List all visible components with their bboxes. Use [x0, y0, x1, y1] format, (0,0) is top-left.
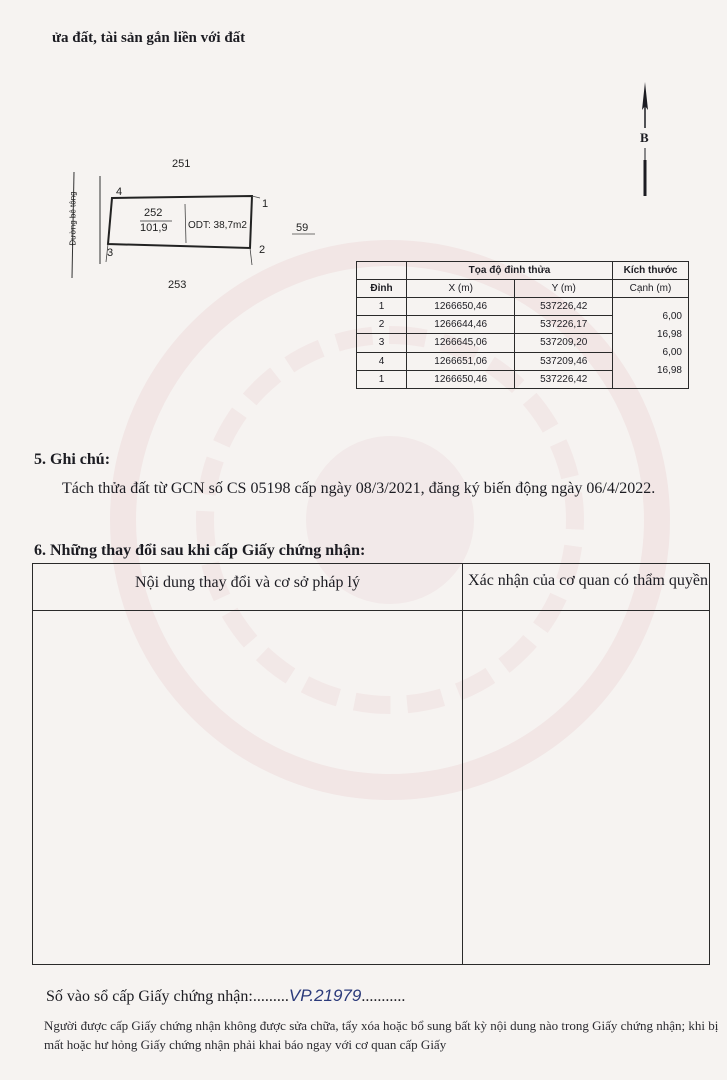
vertex-label-4: 4 [116, 186, 123, 198]
footer-note: Người được cấp Giấy chứng nhận không được sửa chữa, tẩy xóa hoặc bổ sung bất kỳ nội dung nào trong Giấy chứng nhận; khi bị mất hoặc hư hỏng Giấy chứng nhận phải khai báo ngay với cơ quan cấp Giấy [44, 1018, 719, 1052]
col-x-header: X (m) [407, 280, 515, 298]
north-letter: B [640, 130, 649, 145]
neighbor-right-label: 59 [296, 222, 309, 234]
land-use-label: ODT: 38,7m2 [188, 220, 247, 231]
changes-title: 6. Những thay đổi sau khi cấp Giấy chứng nhận: [34, 542, 366, 559]
road-label: Đường bê tông [68, 191, 78, 246]
register-line: Số vào sổ cấp Giấy chứng nhận:.........VP.21979........... [46, 986, 406, 1005]
coordinate-table [356, 261, 689, 389]
table-row: 1 1266650,46 537226,42 6,00 16,98 6,00 16,98 [357, 298, 689, 316]
size-header: Kích thước [613, 262, 689, 280]
coord-header: Tọa độ đỉnh thửa [407, 262, 613, 280]
page-header-title: ửa đất, tài sản gắn liền với đất [52, 30, 246, 46]
edge-value: 16,98 [656, 329, 682, 340]
notes-title: 5. Ghi chú: [34, 451, 111, 468]
vertex-label-3: 3 [107, 247, 114, 259]
col-vertex-header: Đỉnh [357, 280, 407, 298]
edge-value: 16,98 [656, 365, 682, 376]
changes-table [32, 563, 710, 965]
col-edge-header: Cạnh (m) [613, 280, 689, 298]
register-number: VP.21979 [288, 986, 362, 1005]
table-row: 4 1266651,06 537209,46 [357, 352, 689, 370]
register-label: Số vào sổ cấp Giấy chứng nhận: [46, 988, 253, 1005]
col-y-header: Y (m) [515, 280, 613, 298]
parcel-sketch [60, 150, 340, 300]
changes-content-header: Nội dung thay đổi và cơ sở pháp lý [135, 574, 360, 591]
neighbor-bottom-label: 253 [168, 279, 187, 291]
vertex-label-1: 1 [262, 198, 269, 210]
table-row: 1 1266650,46 537226,42 [357, 370, 689, 388]
neighbor-top-label: 251 [172, 158, 191, 170]
edge-value: 6,00 [662, 347, 682, 358]
vertex-label-2: 2 [259, 244, 266, 256]
parcel-area-label: 101,9 [140, 222, 168, 234]
table-row: 3 1266645,06 537209,20 [357, 334, 689, 352]
parcel-number-label: 252 [144, 207, 163, 219]
edge-value: 6,00 [662, 311, 682, 322]
table-row: 2 1266644,46 537226,17 [357, 316, 689, 334]
changes-confirm-header: Xác nhận của cơ quan có thẩm quyền [468, 572, 708, 589]
notes-text: Tách thửa đất từ GCN số CS 05198 cấp ngày 08/3/2021, đăng ký biến động ngày 06/4/2022. [62, 480, 656, 497]
